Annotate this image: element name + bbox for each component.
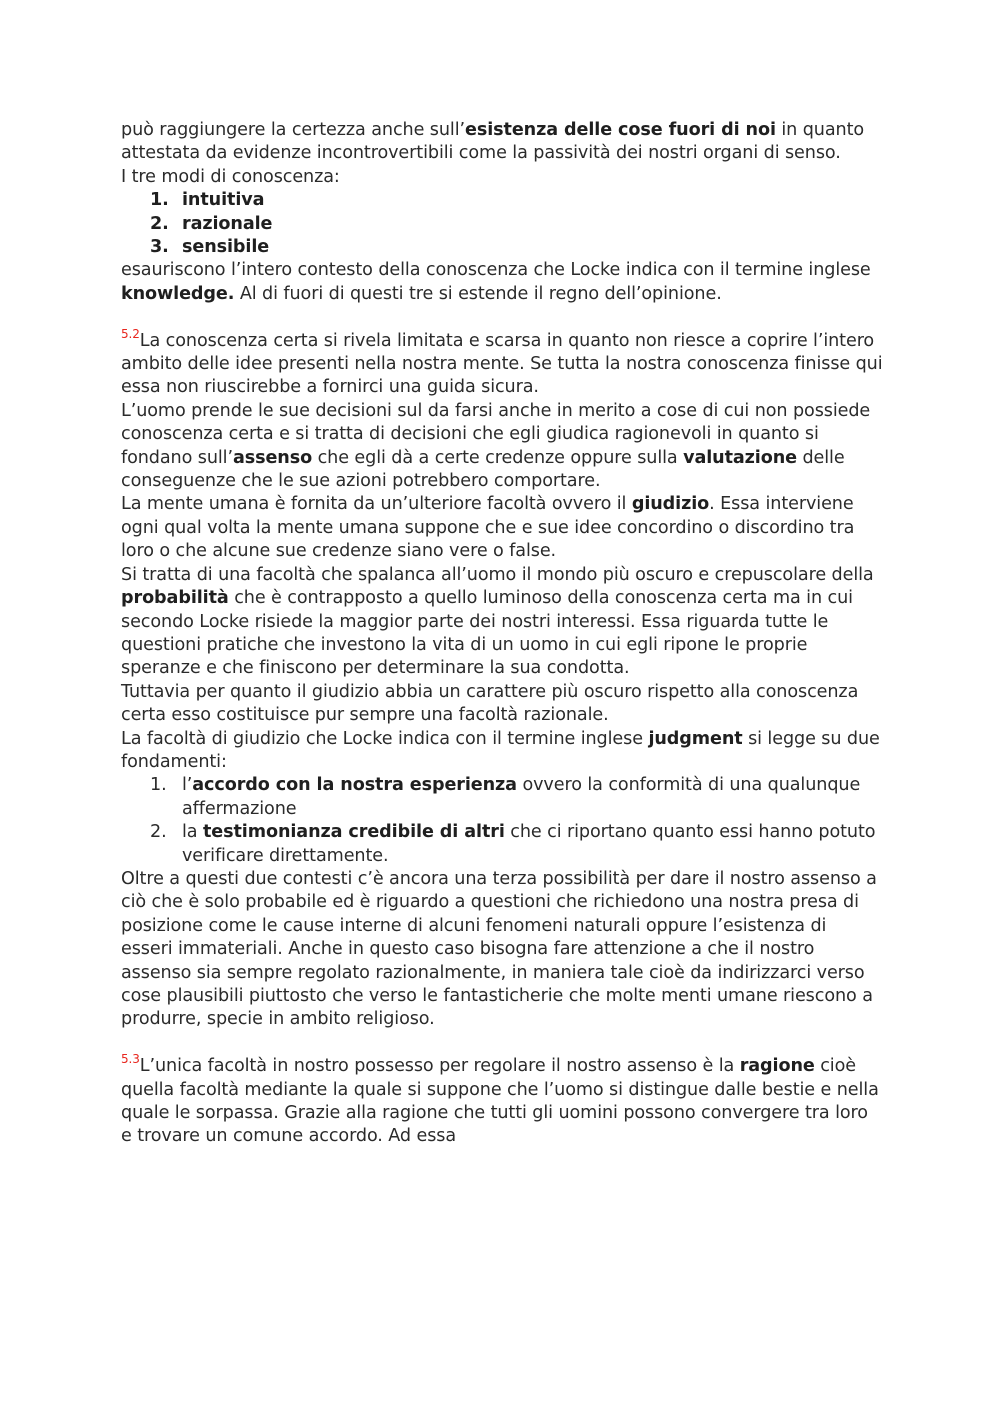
bold-term: judgment	[648, 728, 743, 749]
text-run: esauriscono l’intero contesto della conoscenza che Locke indica con il termine inglese	[121, 260, 871, 281]
spacer	[121, 306, 883, 329]
text-run: cioè quella facoltà mediante la quale si suppone che l’uomo si distingue dalle bestie e nella quale le sorpassa. Grazie alla ragione che tutti gli uomini possono convergere tra loro e trovare un comune accordo. Ad essa	[121, 1056, 879, 1147]
section-5-2-paragraph	[121, 326, 883, 400]
text-run: può raggiungere la certezza anche sull’	[121, 120, 465, 140]
text-run: in quanto attestata da evidenze incontrovertibili come la passività dei nostri organi di senso.	[121, 120, 865, 164]
modes-intro: I tre modi di conoscenza:	[121, 166, 340, 187]
bold-term: razionale	[182, 213, 273, 234]
text-run: che ci riportano quanto essi hanno potuto verificare direttamente.	[182, 822, 876, 866]
intro-paragraph	[121, 119, 883, 166]
list-number: 3.	[150, 237, 169, 258]
bold-term: giudizio	[631, 494, 710, 515]
text-run: La facoltà di giudizio che Locke indica con il termine inglese	[121, 728, 649, 749]
text-run: Al di fuori di questi tre si estende il regno dell’opinione.	[234, 283, 722, 304]
section-marker: 5.3	[121, 1052, 140, 1067]
list-item	[121, 821, 883, 868]
section-marker: 5.2	[121, 326, 140, 341]
third-possibility-paragraph: Oltre a questi due contesti c’è ancora una terza possibilità per dare il nostro assenso a ciò che è solo probabile ed è riguardo a questioni che richiedono una nostra presa di posizione come le cause interne di alcuni fenomeni naturali oppure l’esistenza di esseri immateriali. Anche in questo caso bisogna fare attenzione a che il nostro assenso sia sempre regolato razionalmente, in maniera tale cioè da indirizzarci verso cose plausibili piuttosto che verso le fantasticherie che molte menti umane riescono a produrre, specie in ambito religioso.	[121, 868, 877, 1030]
bold-term: accordo con la nostra esperienza	[192, 775, 517, 796]
decisions-paragraph	[121, 400, 883, 494]
modes-after-paragraph	[121, 259, 883, 306]
list-item	[121, 774, 883, 821]
bold-term: testimonianza credibile di altri	[202, 822, 505, 843]
bold-term: assenso	[232, 447, 313, 468]
text-run: che è contrapposto a quello luminoso della conoscenza certa ma in cui secondo Locke risiede la maggior parte dei nostri interessi. Essa riguarda tutte le questioni pratiche che investono la vita di un uomo in cui egli ripone le proprie speranze e che finiscono per determinare la sua condotta.	[121, 588, 853, 679]
bold-term: esistenza delle cose fuori di noi	[465, 120, 776, 140]
text-run: che egli dà a certe credenze oppure sulla	[312, 447, 684, 468]
modes-list	[121, 189, 883, 259]
page-content	[121, 119, 883, 1149]
rational-faculty-paragraph: Tuttavia per quanto il giudizio abbia un carattere più oscuro rispetto alla conoscenza certa esso costituisce pur sempre una facoltà razionale.	[121, 681, 859, 726]
bold-term: valutazione	[683, 447, 797, 468]
text-run: delle conseguenze che le sue azioni potrebbero comportare.	[121, 447, 845, 492]
bold-term: intuitiva	[182, 190, 265, 211]
bold-term: probabilità	[121, 588, 229, 609]
text-run: ovvero la conformità di una qualunque affermazione	[182, 775, 861, 819]
list-number: 1.	[150, 775, 167, 796]
list-number: 2.	[150, 822, 167, 843]
text-run: si legge su due fondamenti:	[121, 728, 880, 772]
bold-term: knowledge.	[121, 283, 235, 304]
list-number: 1.	[150, 190, 169, 211]
text-run: L’unica facoltà in nostro possesso per regolare il nostro assenso è la	[139, 1056, 740, 1077]
spacer	[121, 1032, 883, 1055]
bold-term: sensibile	[182, 237, 270, 258]
bold-term: ragione	[739, 1056, 815, 1077]
foundations-paragraph	[121, 728, 883, 775]
list-item	[121, 189, 883, 212]
text-run: Si tratta di una facoltà che spalanca all’uomo il mondo più oscuro e crepuscolare della	[121, 564, 874, 585]
text-run: la	[182, 822, 203, 843]
judgment-paragraph	[121, 493, 883, 563]
list-number: 2.	[150, 213, 169, 234]
text-run: La conoscenza certa si rivela limitata e scarsa in quanto non riesce a coprire l’intero ambito delle idee presenti nella nostra mente. Se tutta la nostra conoscenza finisse qui essa non riuscirebbe a fornirci una guida sicura.	[121, 330, 883, 398]
list-item	[121, 236, 883, 259]
foundations-list	[121, 774, 883, 868]
list-item	[121, 213, 883, 236]
text-run: L’uomo prende le sue decisioni sul da farsi anche in merito a cose di cui non possiede conoscenza certa e si tratta di decisioni che egli giudica ragionevoli in quanto si fondano sull’	[121, 400, 871, 468]
text-run: La mente umana è fornita da un’ulteriore facoltà ovvero il	[121, 494, 632, 515]
text-run: . Essa interviene ogni qual volta la mente umana suppone che e sue idee concordino o discordino tra loro o che alcune sue credenze siano vere o false.	[121, 494, 855, 562]
text-run: l’	[182, 775, 193, 796]
section-5-3-paragraph	[121, 1052, 883, 1149]
probability-paragraph	[121, 564, 883, 681]
